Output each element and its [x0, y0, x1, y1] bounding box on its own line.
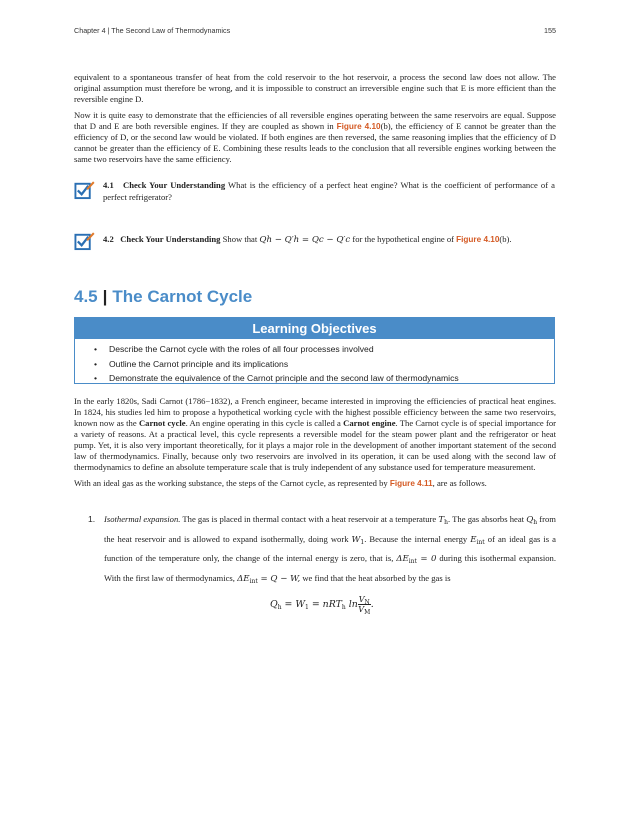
math-Eint: $E_{int}$ — [470, 534, 485, 546]
step-text-part: . Because the internal energy — [364, 533, 471, 544]
cyu-text — [103, 179, 555, 203]
cyu-question: (b). — [499, 234, 512, 244]
numerator: $V_N$ — [358, 595, 370, 606]
paragraph — [74, 72, 556, 105]
section-title-text: The Carnot Cycle — [112, 287, 253, 306]
cyu-question: Show that — [220, 234, 260, 244]
learning-objectives-box — [74, 317, 555, 384]
cyu-number: 4.1 — [103, 180, 114, 190]
paragraph-text: Now it is quite easy to demonstrate that the efficiencies of all reversible engines operating between the same reservoirs are equal. Suppose that D and E are both reversible engines. If they are coupled as shown in — [74, 110, 556, 131]
opening-paragraphs — [74, 72, 556, 170]
step-text-part: of an ideal gas is a function of the temperature only, the change of the internal energy is zero, that is, — [104, 533, 556, 564]
figure-link[interactable]: Figure 4.11 — [389, 479, 433, 488]
page-header — [74, 24, 556, 38]
bullet-icon: • — [94, 358, 98, 369]
learning-objectives-heading: Learning Objectives — [75, 318, 554, 339]
isothermal-heat-equation: $Q_h = W_1 = nRT_h$ ln $\frac{V_N}{V_M}$ . — [270, 595, 374, 616]
term-carnot-engine: Carnot engine — [343, 418, 396, 428]
bullet-icon: • — [94, 373, 98, 383]
denominator: $V_M$ — [358, 605, 371, 616]
check-your-understanding-4-1 — [74, 179, 556, 205]
cyu-text — [103, 230, 555, 249]
paragraph-text: . An engine operating in this cycle is called a — [185, 418, 344, 428]
chapter-title: Chapter 4 | The Second Law of Thermodynamics — [74, 26, 231, 35]
list-item — [75, 371, 554, 386]
paragraph — [74, 478, 556, 489]
checkbox-pencil-icon — [74, 230, 95, 251]
paragraph-text: . The Carnot cycle is of special importance for a variety of reasons. At a practical level, this cycle represents a reversible model for the steam power plant and the refrigerator or heat pump. Yet, it is also very important theoretically, for it plays a major role in the development of another important statement of the second law of thermodynamics. Finally, because only two reservoirs are involved in its operation, it can be used along with the second law of thermodynamics to define an absolute temperature scale that is truly independent of any substance used for temperature measurement. — [74, 418, 556, 472]
step-text-part: during this isothermal expansion. With the first law of thermodynamics, — [104, 553, 557, 583]
list-item — [75, 342, 554, 357]
intro-paragraphs — [74, 396, 556, 494]
step-text-part: The gas is placed in thermal contact with a heat reservoir at a temperature — [180, 514, 439, 524]
cyu-heading: Check Your Understanding — [122, 180, 226, 190]
list-item — [75, 357, 554, 372]
cyu-question: for the hypothetical engine of — [350, 234, 457, 244]
learning-objectives-list — [75, 339, 554, 386]
math-Qh: $Q_h$ — [526, 515, 538, 526]
math-W1: $W_1$ — [351, 534, 365, 546]
paragraph-text: (b), the efficiency of E cannot be greater than the efficiency of D, or the second law would be violated. If both engines are then reversed, the same reasoning implies that the efficiency of D cannot be greater than the efficiency of E. Combining these results leads to the conclusion that all reversible engines working between the same two reservoirs have the same efficiency. — [74, 121, 556, 164]
step-text-part: we find that the heat absorbed by the gas is — [300, 572, 451, 583]
check-your-understanding-4-2 — [74, 230, 556, 260]
volume-ratio — [358, 595, 371, 614]
figure-link[interactable]: Figure 4.10 — [456, 235, 500, 244]
step-text-part: . The gas absorbs heat — [448, 514, 527, 524]
cyu-equation: Qh − Q′h = Qc − Q′c — [259, 235, 351, 245]
page-number: 155 — [544, 26, 556, 35]
checkbox-pencil-icon — [74, 179, 95, 200]
paragraph-text: In the early 1820s, Sadi Carnot (1786−1832), a French engineer, became interested in improving the efficiencies of practical heat engines. In 1824, his studies led him to propose a hypothetical working cycle with the highest possible efficiency between the same two reservoirs, known now as the — [74, 396, 556, 428]
term-carnot-cycle: Carnot cycle — [138, 418, 186, 428]
objective-text: Demonstrate the equivalence of the Carnot principle and the second law of thermodynamics — [109, 373, 459, 383]
section-number: 4.5 — [74, 287, 98, 306]
step-text-part: from the heat reservoir and is allowed to expand isothermally, doing work — [104, 514, 556, 544]
step-title: Isothermal expansion. — [104, 514, 181, 524]
math-Th: $T_h$ — [438, 515, 449, 526]
paragraph — [74, 110, 556, 165]
cyu-number: 4.2 — [103, 234, 114, 244]
objective-text: Outline the Carnot principle and its implications — [109, 358, 289, 369]
objective-text: Describe the Carnot cycle with the roles of all four processes involved — [109, 344, 374, 354]
math-dEint-zero: $\Delta E_{int} = 0$ — [396, 554, 437, 566]
paragraph — [74, 396, 556, 473]
paragraph-text: equivalent to a spontaneous transfer of heat from the cold reservoir to the hot reservoir, a process the second law does not allow. The original assumption must therefore be wrong, and it is impossible to construct an irreversible engine such that E is more efficient than the reversible engine D. — [74, 72, 556, 104]
figure-link[interactable]: Figure 4.10 — [336, 122, 381, 131]
paragraph-text: , are as follows. — [432, 478, 487, 488]
cyu-heading: Check Your Understanding — [120, 234, 221, 244]
paragraph-text: With an ideal gas as the working substance, the steps of the Carnot cycle, as represented by — [74, 478, 390, 488]
section-separator: | — [102, 287, 108, 306]
step-text — [104, 510, 556, 588]
section-heading — [74, 287, 252, 307]
cyu-question: What is the efficiency of a perfect heat engine? What is the coefficient of performance of a perfect refrigerator? — [103, 180, 555, 202]
step-number: 1. — [88, 514, 96, 524]
bullet-icon: • — [94, 344, 98, 354]
math-first-law: $\Delta E_{int} = Q - W$, — [237, 573, 301, 585]
